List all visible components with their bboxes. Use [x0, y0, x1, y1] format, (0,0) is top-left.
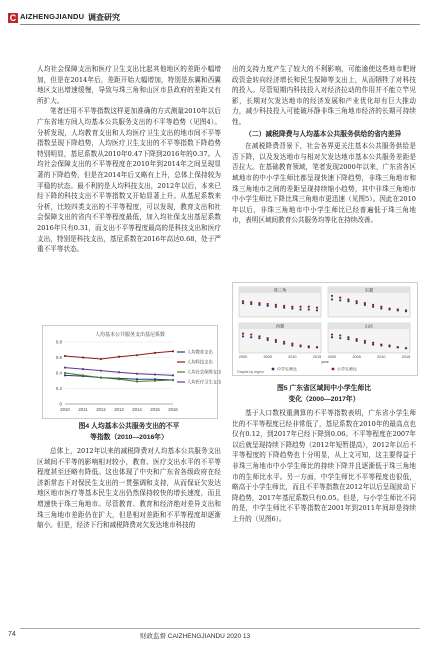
data-point [64, 355, 66, 357]
legend-label: 小学生师比 [337, 366, 357, 372]
paragraph: 出的支持力度产生了较大的不利影响，可能逾使这些地市粑财政资金转向经济增长和民生保障等支出上，从而牺牲了对科技的投入。尽管短期内科技投入对经济拉动的作用并不能立竿见影，长期对欠发达地市的经济发展和产业优化却有巨大推动力，减少科技投入可能破坏静非珠三角地市经济的长期可持续性。 [232, 65, 416, 126]
y-tick-label: 0.8 [55, 339, 62, 345]
data-point [356, 338, 358, 340]
legend-marker [272, 368, 275, 371]
data-point [316, 309, 318, 311]
data-point [154, 380, 156, 382]
data-point [250, 336, 252, 338]
paragraph: 人均社会保障支出和医疗卫生支出比起其他地区的差距小幅增加，但是在2014年后，差距开始大幅增加，特别是东翼和西翼地区支出增速缓慢，导致与珠三角和山区市县政府的差距又有所扩大。 [37, 65, 221, 105]
data-point [299, 344, 301, 346]
page-number: 74 [8, 631, 16, 638]
section-subheading: （二）减税降费与人均基本公共服务供给的省内差异 [245, 130, 402, 138]
data-point [397, 346, 399, 348]
data-point [258, 335, 260, 337]
panel-title: 东翼 [364, 287, 374, 293]
legend-label: 人均社会保障支出 [187, 369, 222, 375]
data-point [64, 374, 66, 376]
data-point [275, 304, 277, 306]
data-point [339, 337, 341, 339]
x-tick-label: 2010 [288, 355, 297, 359]
data-point [154, 352, 156, 354]
header-divider [20, 24, 420, 25]
data-point [242, 300, 244, 302]
caption-line: 等指数（2010—2016年） [90, 434, 168, 441]
chart-source-note: Graphs by region [237, 370, 264, 374]
data-point [347, 336, 349, 338]
data-point [267, 337, 269, 339]
paragraph: 在减税降费背景下，社会各界更关注基本公共服务供给是否下降，以及发达地市与相对欠发达地市基本公共服务差距是否拉大。在基础教育领域，笔者发现2000年以来，广东省各区域地市的中小学生师比都呈现快速下降趋势，非珠三角地市和珠三角地市之间的差距呈现持续缩小趋势，其中非珠三角地市中小学生师比下降比珠三角地市更迅速（见图5）。因此在2010年以后，非珠三角地市中小学生师比已经普遍低于珠三角地市，表明区域间教育公共服务均等化在持续改善。 [232, 142, 416, 225]
data-point [372, 304, 374, 306]
data-point [64, 372, 66, 374]
data-point [172, 379, 174, 381]
data-point [339, 334, 341, 336]
figure-5-chart [232, 282, 418, 376]
data-point [316, 346, 318, 348]
x-tick-label: 2005 [352, 355, 361, 359]
legend-label: 中学生师比 [277, 366, 297, 372]
paragraph: 笔者还用不平等指数这样更加准确的方式测量2010年以后广东省地方间人均基本公共服务支出的不平等趋势（见图4）。分析发现，人均教育支出和人均医疗卫生支出的地市间不平等指数呈现下降趋势，人均医疗卫生支出的不平等指数下降趋势特别明显，基尼系数从2010年0.47下降到2016年的0.37。人均社会保障支出的不平等程度在2010年到2014年之间呈现显著的下降趋势，但是在2014年后又略有上升，总体上保持较为平稳的状态。最不利的是人均科技支出，2012年以后，本来已经下降的科技支出不平等指数又开始显著上升。从基尼系数来分析，比较四类支出的不平等程度，可以发现，教育支出和社会保障支出的省内不平等程度最低，加入均社保支出基尼系数2016年只有0.31，而支出不平等程度最高的是科技支出和医疗支出，特别是科技支出，基尼系数在2016年高达0.68，处于严重不平等状态。 [37, 107, 221, 254]
data-point [356, 300, 358, 302]
data-point [172, 350, 174, 352]
x-tick-label: 2013 [114, 407, 124, 412]
data-point [136, 378, 138, 380]
data-point [331, 298, 333, 300]
figure-4-chart [42, 325, 222, 419]
data-point [242, 335, 244, 337]
data-point [331, 336, 333, 338]
right-column [232, 64, 416, 226]
x-tick-label: 2016 [168, 407, 178, 412]
x-tick-label: 2015 [401, 355, 411, 359]
paragraph: 基于人口数权重测算的不平等指数表明，广东省小学生师比的不平等程度已经非常低了，基尼系数在2010年的最高点也仅有0.12，到2017年已经下降到0.06。不平等程度在2007年以后就呈现持续下降趋势（2012年短暂提高），2012年以后不平等程度的下降趋势也十分明显，从上文可知，这主要得益于非珠三角地市中小学生师比的持续下降并且逐渐低于珠三角地市的生师比水平。另一方面，中学生师比不平等程度也很低，略高于小学生师比，而且不平等指数在2012年以后呈现波动下降趋势，2017年基尼系数只有0.05。但是，与小学生师比不同的是，中学生师比不平等指数在2001年到2011年间却是持续上升的（见图6）。 [232, 409, 416, 523]
data-point [388, 344, 390, 346]
panel-title: 山区 [364, 323, 374, 329]
legend-label: 人均医疗卫生支出 [187, 379, 222, 385]
caption-line: 变化（2000—2017年） [288, 396, 360, 403]
figure-4-caption [37, 421, 221, 443]
data-point [380, 343, 382, 345]
data-point [250, 301, 252, 303]
data-point [154, 373, 156, 375]
header [0, 0, 427, 28]
data-point [100, 370, 102, 372]
data-point [347, 298, 349, 300]
data-point [388, 307, 390, 309]
data-point [339, 297, 341, 299]
data-point [405, 347, 407, 349]
data-point [64, 366, 66, 368]
data-point [118, 371, 120, 373]
x-tick-label: 2000 [327, 355, 337, 359]
paragraph: 总体上，2012年以来的减税降费对人均基本公共服务支出区域间不平等的影响相对较小，教育、医疗支出水平的不平等程度甚至还略有降低。这也体现了中央和广东省各级政府在经济新常态下对保民生支出的一贯强调和支持，从而保证欠发达地区地市医疗等基本民生支出仍然保持较快的增长速度，而且增速快于珠三角地市。尽管教育、教育和经济绝对差异支出和珠三角地市差距仍在扩大，但是相对差距和不平等程度却逐渐缩小。但是，经济下行和减税降费对欠发达地市科技的 [37, 447, 221, 530]
journal-footer: 财政监督 CAIZHENGJIANDU 2020 13 [140, 633, 251, 640]
data-point [291, 306, 293, 308]
data-point [258, 302, 260, 304]
footer-divider [20, 628, 420, 629]
data-point [397, 308, 399, 310]
y-tick-label: 0.2 [55, 386, 62, 391]
data-point [405, 309, 407, 311]
y-tick-label: 0.6 [55, 355, 62, 360]
data-point [82, 356, 84, 358]
data-point [364, 340, 366, 342]
data-point [82, 374, 84, 376]
x-tick-label: 2010 [60, 407, 70, 412]
legend-marker [332, 368, 335, 371]
x-axis-label: year [321, 359, 329, 364]
data-point [339, 299, 341, 301]
data-point [100, 358, 102, 360]
student-teacher-ratio-chart [233, 283, 417, 375]
x-tick-label: 2011 [78, 407, 88, 412]
data-point [118, 378, 120, 380]
panel-title: 西翼 [275, 323, 285, 329]
caption-line: 图5 广东省区域间中小学生师比 [276, 385, 372, 392]
journal-name: AIZHENGJIANDU [20, 12, 85, 21]
data-point [380, 306, 382, 308]
data-point [242, 333, 244, 335]
data-point [275, 339, 277, 341]
x-tick-label: 2012 [96, 407, 106, 412]
legend-label: 人均科技支出 [187, 359, 213, 365]
x-tick-label: 2000 [238, 355, 248, 359]
data-point [136, 380, 138, 382]
data-point [172, 374, 174, 376]
x-tick-label: 2015 [312, 355, 322, 359]
y-tick-label: 0 [59, 401, 62, 407]
data-point [283, 305, 285, 307]
journal-logo: C [9, 13, 17, 23]
data-point [372, 342, 374, 344]
data-point [291, 343, 293, 345]
left-column-lower [37, 446, 221, 531]
data-point [136, 373, 138, 375]
data-point [136, 354, 138, 356]
caption-line: 图4 人均基本公共服务支出的不平 [78, 423, 180, 430]
data-point [308, 306, 310, 308]
data-point [316, 307, 318, 309]
data-point [299, 306, 301, 308]
figure-5-caption [232, 383, 416, 405]
left-column [37, 64, 221, 255]
data-point [283, 341, 285, 343]
data-point [331, 295, 333, 297]
y-tick-label: 0.4 [55, 370, 62, 376]
x-tick-label: 2005 [263, 355, 272, 359]
data-point [250, 333, 252, 335]
panel-title: 珠三角 [273, 287, 287, 293]
gini-line-chart [43, 326, 222, 418]
legend-label: 人均教育支出 [187, 349, 213, 355]
data-point [82, 368, 84, 370]
data-point [364, 302, 366, 304]
x-tick-label: 2014 [132, 407, 142, 412]
x-tick-label: 2015 [150, 407, 160, 412]
data-point [118, 356, 120, 358]
data-point [308, 345, 310, 347]
section-title: 调查研究 [88, 13, 120, 22]
x-tick-label: 2010 [377, 355, 386, 359]
data-point [299, 308, 301, 310]
data-point [331, 333, 333, 335]
chart-title: 人均基本公共服务支出基尼系数 [94, 332, 166, 338]
data-point [308, 308, 310, 310]
right-column-lower [232, 408, 416, 525]
data-point [267, 303, 269, 305]
data-point [100, 377, 102, 379]
series-line [65, 351, 173, 359]
